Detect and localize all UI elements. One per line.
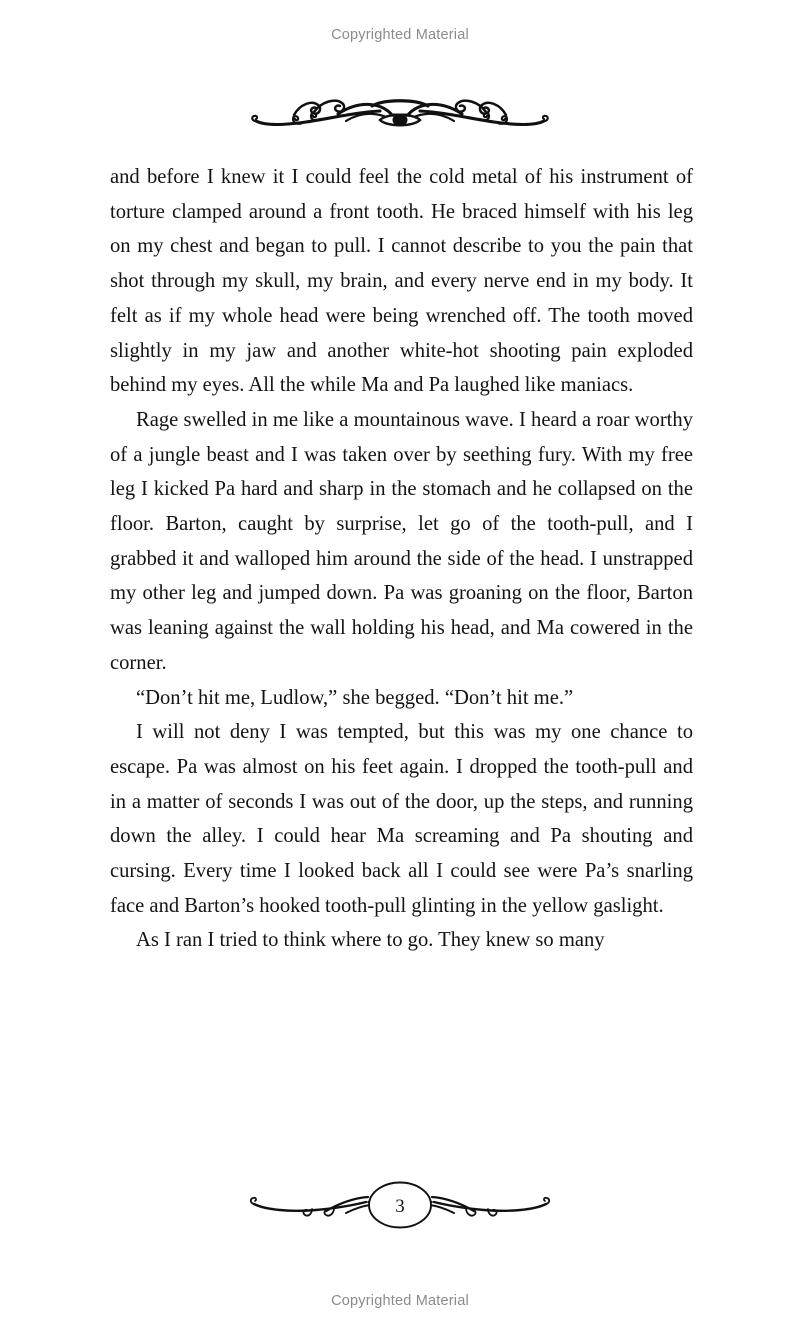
paragraph: “Don’t hit me, Ludlow,” she begged. “Don’t hit me.”	[136, 686, 574, 709]
paragraph: and before I knew it I could feel the cold metal of his instrument of torture clamped around a front tooth. He braced himself with his leg on my chest and began to pull. I cannot describe to you the pain that shot through my skull, my brain, and every nerve end in my body. It felt as if my whole head were being wrenched off. The tooth moved slightly in my jaw and another white-hot shooting pain exploded behind my eyes. All the while Ma and Pa laughed like maniacs.	[110, 166, 693, 397]
page-body-text	[110, 160, 693, 958]
paragraph: As I ran I tried to think where to go. They knew so many	[136, 929, 605, 952]
paragraph: Rage swelled in me like a mountainous wave. I heard a roar worthy of a jungle beast and I was taken over by seething fury. With my free leg I kicked Pa hard and sharp in the stomach and he collapsed on the floor. Barton, caught by surprise, let go of the tooth-pull, and I grabbed it and walloped him around the side of the head. I unstrapped my other leg and jumped down. Pa was groaning on the floor, Barton was leaning against the wall holding his head, and Ma cowered in the corner.	[110, 408, 693, 674]
ornament-top-flourish-with-eye	[250, 92, 550, 132]
eye-icon	[380, 114, 420, 127]
ornament-bottom-flourish-with-page-number	[250, 1178, 550, 1236]
copyrighted-material-watermark-bottom: Copyrighted Material	[331, 1293, 469, 1309]
page-number: 3	[395, 1196, 405, 1217]
copyrighted-material-watermark-top: Copyrighted Material	[331, 27, 469, 43]
paragraph: I will not deny I was tempted, but this was my one chance to escape. Pa was almost on his feet again. I dropped the tooth-pull and in a matter of seconds I was out of the door, up the steps, and running down the alley. I could hear Ma screaming and Pa shouting and cursing. Every time I looked back all I could see were Pa’s snarling face and Barton’s hooked tooth-pull glinting in the yellow gaslight.	[110, 721, 693, 917]
